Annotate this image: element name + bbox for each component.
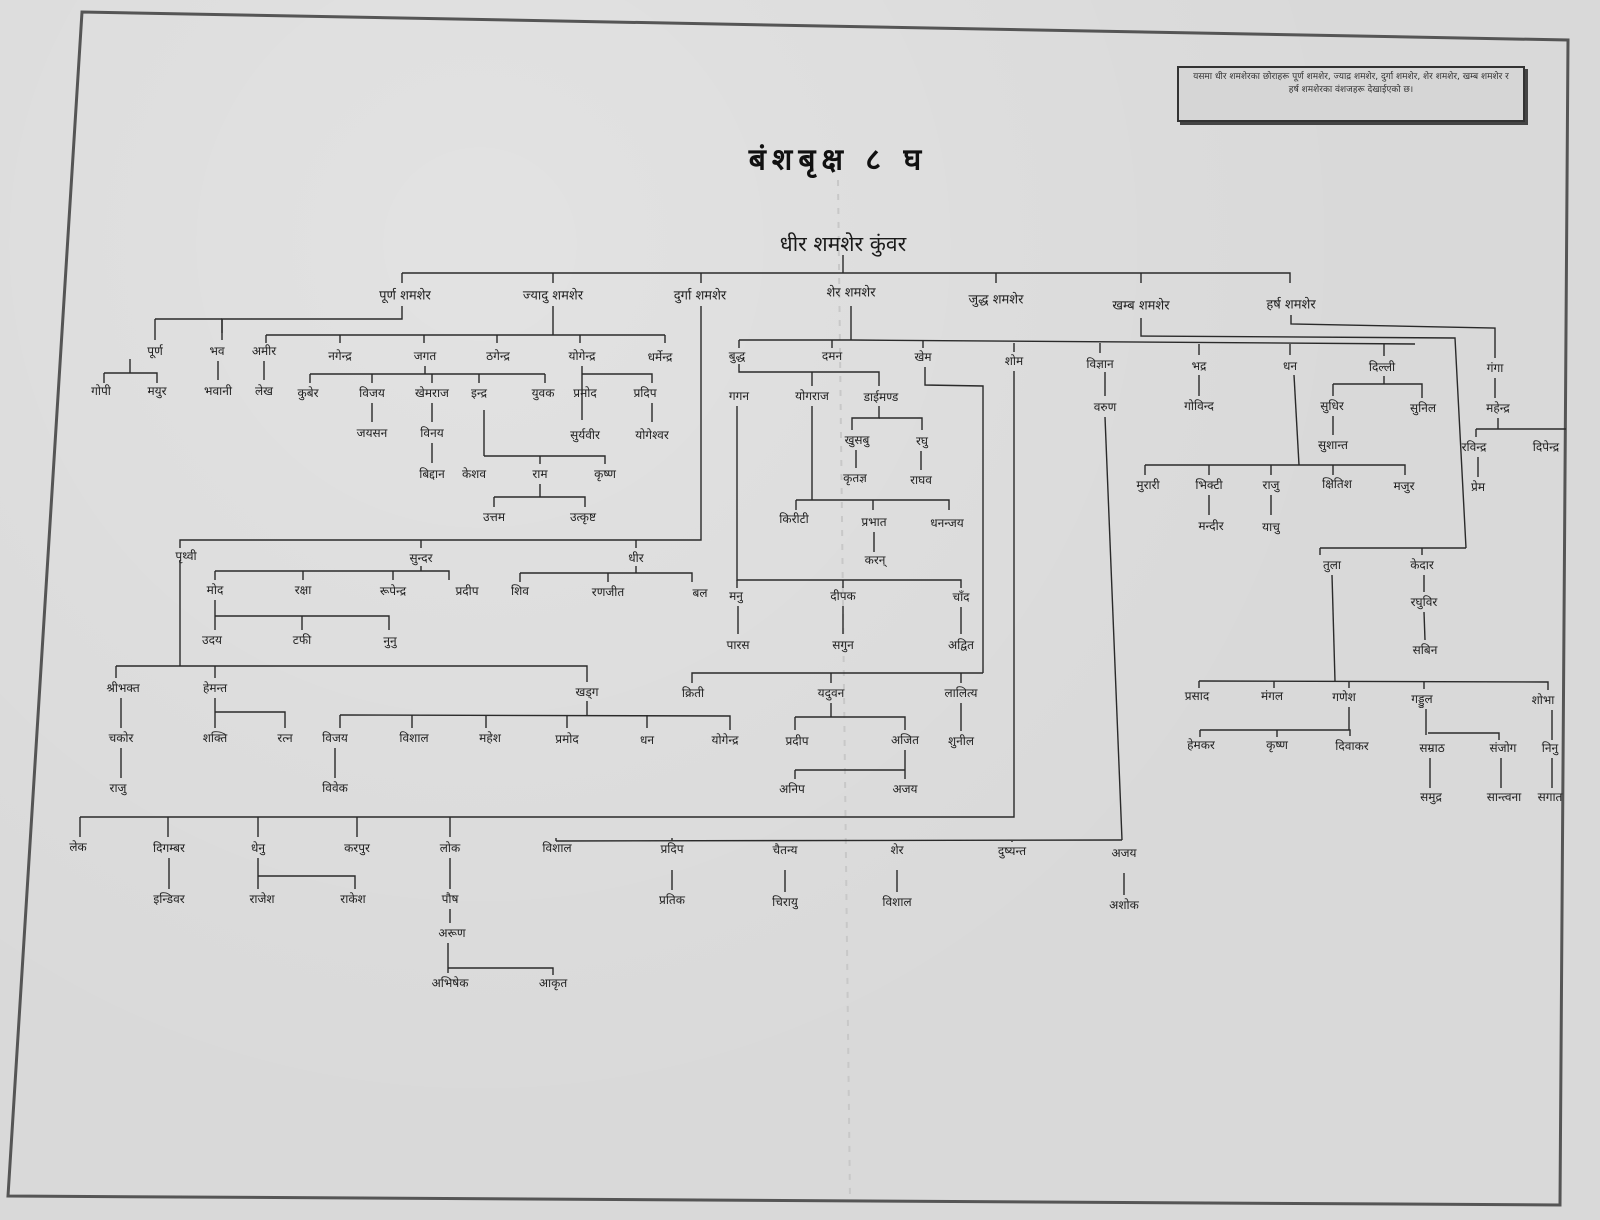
tree-edge [215, 571, 449, 580]
tree-edge [520, 573, 692, 582]
tree-node-shakti: शक्ति [202, 731, 228, 745]
tree-node-uttam: उत्तम [482, 510, 506, 524]
tree-node-arun: अरूण [438, 926, 466, 940]
tree-edge [1332, 575, 1335, 681]
tree-node-raghuvir: रघुविर [1410, 595, 1438, 609]
tree-node-mahesh: महेश [479, 731, 501, 745]
tree-node-rakshya: रक्षा [294, 583, 312, 597]
tree-edge [258, 876, 355, 889]
tree-node-dharmendra: धर्मेन्द्र [647, 350, 673, 364]
tree-node-sanjog: संजोग [1489, 741, 1517, 755]
tree-node-krishna1: कृष्ण [594, 467, 616, 481]
tree-node-shunil: शुनील [947, 734, 975, 748]
tree-node-pramod2: प्रमोद [555, 732, 579, 746]
tree-node-sundar: सुन्दर [409, 551, 433, 565]
tree-edge [851, 340, 1415, 344]
tree-edge [1145, 465, 1405, 475]
tree-node-jyadu: ज्यादु शमशेर [522, 288, 584, 304]
tree-node-ashok: अशोक [1109, 898, 1139, 912]
tree-node-durga: दुर्गा शमशेर [673, 288, 727, 304]
tree-node-thagendra: ठगेन्द्र [486, 349, 510, 363]
tree-node-deepak: दीपक [830, 589, 856, 603]
tree-node-juddha: जुद्ध शमशेर [968, 292, 1024, 308]
tree-node-abhishek: अभिषेक [431, 976, 469, 990]
tree-node-nitu: निनु [1541, 741, 1559, 755]
tree-node-vijay1: विजय [359, 386, 385, 400]
tree-edge [1105, 417, 1122, 840]
tree-node-sushanta: सुशान्त [1318, 438, 1348, 452]
tree-edge [402, 273, 1290, 283]
tree-node-dhan1: धन [1282, 359, 1298, 373]
tree-node-krishna2: कृष्ण [1266, 738, 1288, 752]
tree-node-amir: अमीर [251, 344, 277, 358]
tree-node-bidhan: बिद्दान [419, 467, 445, 481]
tree-node-mayur: मयुर [147, 384, 167, 398]
tree-node-prabhat: प्रभात [861, 515, 887, 529]
tree-node-santwana: सान्त्वना [1486, 790, 1522, 804]
tree-node-divakar: दिवाकर [1335, 739, 1369, 753]
tree-edge [795, 717, 905, 730]
tree-edge [222, 306, 402, 333]
tree-node-shiv: शिव [511, 584, 529, 598]
tree-node-pramod1: प्रमोद [573, 386, 597, 400]
tree-node-ranjit: रणजीत [591, 585, 625, 599]
tree-edge [1333, 384, 1422, 398]
tree-edge [494, 497, 585, 507]
tree-node-dhananjay: धनन्जय [930, 516, 964, 530]
tree-node-nunu: नुनु [383, 634, 397, 648]
tree-node-pradip2: प्रदीप [455, 584, 479, 598]
tree-node-samrath: सम्राठ [1419, 741, 1445, 755]
tree-node-keshav: केशव [461, 467, 487, 481]
tree-edge [104, 373, 157, 383]
tree-node-shom: शोम [1004, 354, 1024, 368]
tree-node-ajit: अजित [890, 733, 920, 747]
tree-edge [448, 968, 553, 975]
note-box: यसमा धीर शमशेरका छोराहरू पूर्ण शमशेर, ज्याद्र शमशेर, दुर्गा शमशेर, शेर शमशेर, खम्ब शमशेर र हर्ष शमशेरका वंशजहरू देखाईएको छ। [1177, 66, 1525, 122]
tree-node-ratna: रत्न [277, 731, 293, 745]
tree-node-mandir: मन्दीर [1198, 519, 1224, 533]
tree-edge [879, 418, 922, 430]
tree-node-paush: पौष [441, 892, 459, 906]
tree-node-nagendra: नगेन्द्र [328, 349, 352, 363]
tree-node-gagan: गगन [728, 389, 750, 403]
tree-node-vigyan: विज्ञान [1086, 357, 1114, 371]
tree-edge [692, 673, 983, 683]
tree-node-karan: करन् [864, 553, 886, 567]
tree-edge [1199, 681, 1548, 690]
tree-node-taphi: टफी [292, 633, 312, 647]
tree-node-prasad: प्रसाद [1184, 689, 1210, 703]
tree-node-pradip1: प्रदिप [633, 386, 657, 400]
tree-node-lok: लोक [439, 841, 461, 855]
tree-node-uday: उदय [202, 633, 222, 647]
tree-node-chirayu: चिरायु [772, 895, 798, 909]
tree-node-sabin: सबिन [1412, 643, 1438, 657]
tree-node-majur: मजुर [1393, 479, 1415, 493]
tree-node-pratik: प्रतिक [659, 893, 685, 907]
tree-node-jayasan: जयसन [356, 426, 388, 440]
tree-node-rakesh: राकेश [340, 892, 366, 906]
tree-node-yaduvan: यदुवन [817, 686, 845, 700]
tree-node-jagat: जगत [413, 349, 437, 363]
tree-node-lalitya: लालित्य [944, 686, 978, 700]
page-border [8, 12, 1568, 1205]
tree-node-khem: खेम [914, 350, 932, 364]
tree-node-lekh: लेख [255, 384, 273, 398]
tree-node-kritagya: कृतज्ञ [843, 471, 867, 485]
tree-node-samudra: समुद्र [1420, 790, 1442, 804]
tree-edge [340, 715, 730, 730]
tree-node-raghu: रघु [915, 434, 929, 448]
tree-node-dhir: धीर [628, 551, 644, 565]
tree-node-yogendra2: योगेन्द्र [711, 733, 739, 747]
tree-node-sudhir: सुधिर [1320, 399, 1344, 413]
tree-node-yogendra: योगेन्द्र [568, 349, 596, 363]
tree-node-sher2: शेर [890, 843, 904, 857]
tree-node-shobha: शोभा [1531, 693, 1555, 707]
tree-root-node: धीर शमशेर कुंवर [779, 232, 907, 256]
tree-edge [1200, 730, 1350, 736]
tree-node-purna: पूर्ण शमशेर [379, 288, 431, 304]
tree-node-bhikti: भिक्टी [1195, 478, 1223, 492]
tree-node-kriti: क्रिती [681, 686, 705, 700]
tree-edge [484, 456, 605, 464]
tree-node-rupendra: रूपेन्द्र [379, 584, 407, 598]
tree-node-utkrishta: उत्कृष्ट [569, 510, 597, 524]
tree-node-chaitanya: चैतन्य [772, 843, 798, 857]
page-title: बंशबृक्ष ८ घ [748, 142, 928, 178]
tree-node-digambar: दिगम्बर [153, 841, 185, 855]
tree-edge [215, 712, 285, 728]
tree-node-mangal: मंगल [1260, 689, 1284, 703]
tree-node-bal: बल [692, 586, 708, 600]
tree-node-hemkar: हेमकर [1187, 738, 1215, 752]
tree-node-diamond: डाईमण्ड [863, 390, 899, 404]
tree-node-prithvi: पृथ्वी [175, 549, 197, 563]
tree-node-govinda: गोविन्द [1184, 399, 1214, 413]
tree-node-ajay1: अजय [892, 782, 918, 796]
tree-node-dhan2: धन [639, 733, 655, 747]
tree-node-kedar: केदार [1410, 558, 1434, 572]
tree-node-kshitish: क्षितिश [1322, 477, 1352, 491]
tree-node-mod: मोद [206, 583, 224, 597]
tree-node-yuvak: युवक [531, 386, 555, 400]
tree-node-raju1: राजु [1262, 478, 1280, 492]
tree-node-vishal3: विशाल [882, 895, 912, 909]
tree-edge [582, 374, 652, 383]
tree-node-gopi: गोपी [91, 384, 111, 398]
tree-node-harsha: हर्ष शमशेर [1266, 297, 1316, 313]
tree-node-paras: पारस [726, 638, 750, 652]
tree-node-ajay2: अजय [1111, 846, 1137, 860]
tree-edge [1294, 375, 1299, 465]
tree-node-aditya: अद्वित [947, 638, 975, 652]
tree-node-indivar: इन्डिवर [153, 892, 185, 906]
tree-node-p_bhav: भव [209, 344, 225, 358]
tree-node-yachu: याचु [1262, 520, 1280, 534]
tree-edge [1428, 733, 1499, 740]
tree-node-tula: तुला [1322, 558, 1342, 572]
tree-node-chand: चाँद [952, 590, 970, 604]
tree-node-anip: अनिप [779, 782, 805, 796]
tree-node-khemraj: खेमराज [415, 386, 449, 400]
tree-node-buddha: बुद्ध [728, 349, 746, 363]
tree-node-ram: राम [532, 467, 548, 481]
tree-node-dushyanta: दुष्यन्त [997, 844, 1027, 858]
tree-edge [852, 406, 879, 430]
tree-node-ganga: गंगा [1486, 361, 1504, 375]
tree-node-khusabu: खुसबु [844, 433, 870, 447]
tree-node-aakrit: आकृत [538, 976, 568, 990]
tree-edge [556, 840, 1122, 841]
tree-node-khadga: खड्ग [575, 685, 599, 699]
tree-node-suryavir: सुर्यवीर [570, 428, 600, 442]
tree-node-varun: वरुण [1093, 400, 1117, 414]
tree-edge [1141, 318, 1466, 548]
tree-node-bhawani: भवानी [204, 384, 232, 398]
tree-node-sher: शेर शमशेर [826, 285, 876, 301]
tree-node-sangat: सगात [1537, 790, 1563, 804]
tree-node-chakor: चकोर [108, 731, 134, 745]
tree-node-vishal1: विशाल [399, 731, 429, 745]
tree-node-vishal2: विशाल [542, 841, 572, 855]
tree-node-yograj: योगराज [795, 389, 829, 403]
tree-node-prem: प्रेम [1470, 480, 1486, 494]
tree-node-shribhakta: श्रीभक्त [106, 681, 140, 695]
tree-node-sunil: सुनिल [1409, 401, 1437, 415]
tree-node-manu: मनु [729, 589, 743, 603]
tree-node-ravindra: रविन्द्र [1461, 440, 1487, 454]
tree-edge [739, 364, 879, 386]
tree-node-vinay: विनय [420, 426, 444, 440]
tree-node-khamba: खम्ब शमशेर [1112, 298, 1170, 314]
tree-node-pradip4: प्रदिप [660, 842, 684, 856]
tree-node-pradip3: प्रदीप [785, 734, 809, 748]
tree-node-mahendra: महेन्द्र [1486, 401, 1510, 415]
tree-node-bhadra: भद्र [1191, 359, 1207, 373]
tree-node-indra: इन्द्र [471, 386, 487, 400]
tree-node-dipendra: दिपेन्द्र [1532, 440, 1560, 454]
tree-node-vivek: विवेक [322, 781, 348, 795]
tree-node-dhenu: धेनु [250, 841, 266, 855]
tree-node-dilli: दिल्ली [1368, 360, 1396, 374]
tree-node-vijay2: विजय [322, 731, 348, 745]
tree-edge [1424, 612, 1425, 640]
tree-node-ganesh: गणेश [1332, 690, 1356, 704]
tree-node-gaddul: गड्डुल [1411, 692, 1433, 706]
tree-node-karpur: करपुर [344, 841, 370, 855]
tree-node-rajesh: राजेश [249, 892, 275, 906]
tree-node-hemanta: हेमन्त [202, 681, 228, 695]
tree-edge [116, 666, 587, 682]
tree-node-p_purna: पूर्ण [147, 344, 163, 358]
tree-node-lek: लेक [69, 840, 87, 854]
tree-node-sagun: सगुन [832, 638, 854, 652]
tree-node-kiriti: किरीटी [779, 512, 809, 526]
tree-node-yogeshwar: योगेश्वर [635, 428, 669, 442]
tree-node-raghav: राघव [910, 473, 932, 487]
tree-node-kuber: कुबेर [297, 386, 319, 400]
tree-node-murari: मुरारी [1136, 478, 1160, 492]
tree-node-raju2: राजु [109, 781, 127, 795]
tree-node-daman: दमन [821, 349, 843, 363]
